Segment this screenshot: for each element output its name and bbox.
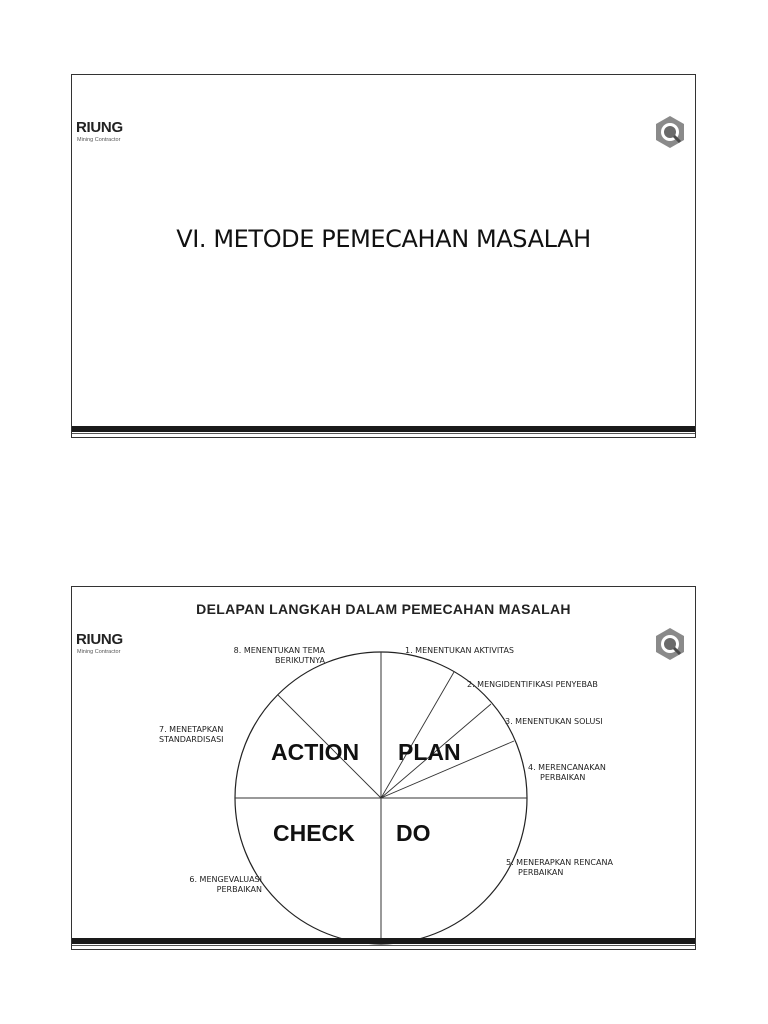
step-3-label — [505, 717, 603, 727]
quadrant-check-label: CHECK — [273, 820, 355, 846]
slide-title: DELAPAN LANGKAH DALAM PEMECAHAN MASALAH — [196, 601, 571, 617]
step-3-line1: 3. MENENTUKAN SOLUSI — [505, 717, 603, 726]
step-2-line1: 2. MENGIDENTIFIKASI PENYEBAB — [467, 680, 598, 689]
logo-name: RIUNG — [76, 119, 123, 136]
footer-rule — [72, 945, 695, 946]
plan-segment-line-1 — [381, 672, 454, 798]
slide-eight-steps — [71, 586, 696, 950]
step-4-label — [528, 763, 606, 783]
step-5-line2: PERBAIKAN — [518, 868, 564, 877]
step-8-line2: BERIKUTNYA — [275, 656, 325, 665]
step-7-line2: STANDARDISASI — [159, 735, 224, 744]
step-7-line1: 7. MENETAPKAN — [159, 725, 224, 734]
step-2-label — [467, 680, 598, 690]
riung-logo — [76, 119, 136, 149]
step-6-line1: 6. MENGEVALUASI — [189, 875, 262, 884]
quadrant-plan-label: PLAN — [398, 739, 461, 765]
step-1-label — [405, 646, 514, 656]
quadrant-do-label: DO — [396, 820, 431, 846]
step-7-label — [159, 725, 224, 745]
quality-badge-icon — [653, 115, 687, 149]
step-8-label — [222, 646, 325, 666]
logo-subtitle: Mining Contractor — [77, 137, 121, 143]
logo-subtitle: Mining Contractor — [77, 649, 121, 655]
footer-bar — [72, 938, 695, 944]
quadrant-action-label: ACTION — [271, 739, 360, 765]
step-4-line1: 4. MERENCANAKAN — [528, 763, 606, 772]
footer-rule — [72, 433, 695, 434]
step-5-line1: 5. MENERAPKAN RENCANA — [506, 858, 613, 867]
step-5-label — [506, 858, 613, 878]
step-6-line2: PERBAIKAN — [216, 885, 262, 894]
step-6-label — [170, 875, 262, 895]
step-8-line1: 8. MENENTUKAN TEMA — [233, 646, 325, 655]
footer-bar — [72, 426, 695, 432]
step-4-line2: PERBAIKAN — [540, 773, 586, 782]
page-title: VI. METODE PEMECAHAN MASALAH — [176, 225, 591, 253]
logo-name: RIUNG — [76, 631, 123, 648]
slide-title-page — [71, 74, 696, 438]
step-1-line1: 1. MENENTUKAN AKTIVITAS — [405, 646, 514, 655]
